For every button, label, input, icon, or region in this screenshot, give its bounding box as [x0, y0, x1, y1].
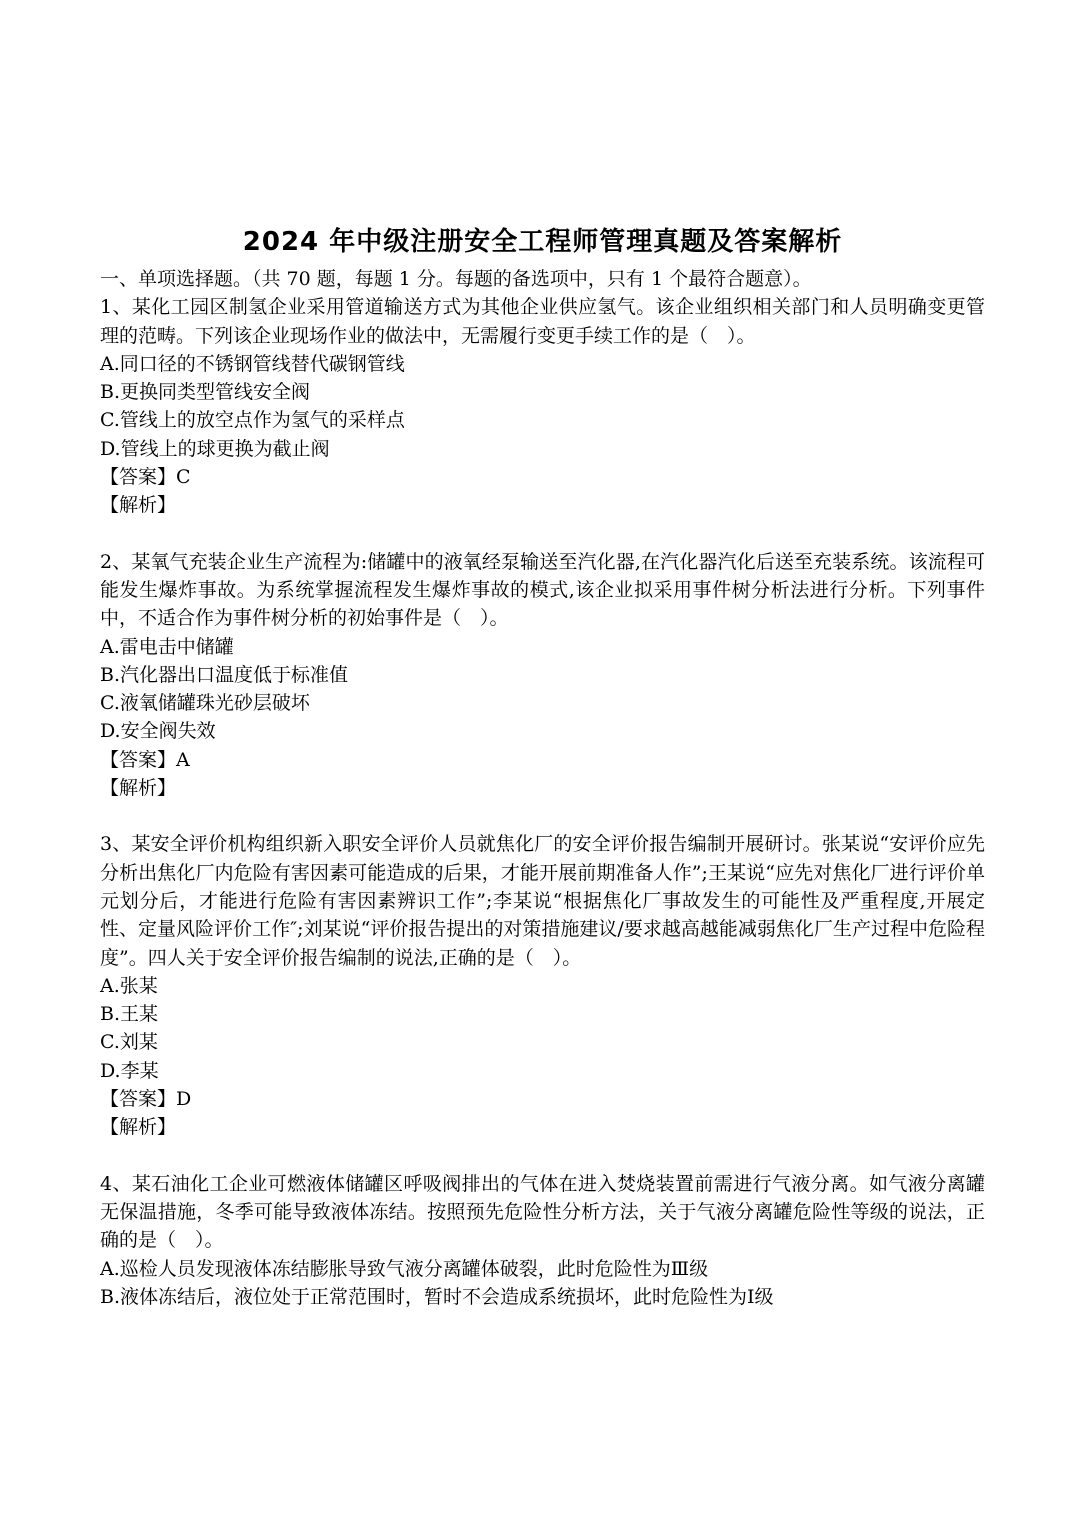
- document-title: 2024 年中级注册安全工程师管理真题及答案解析: [242, 227, 843, 257]
- analysis-label: 【解析】: [100, 494, 177, 517]
- analysis-label: 【解析】: [100, 777, 177, 800]
- question-2: [100, 548, 985, 803]
- analysis-label: 【解析】: [100, 1116, 177, 1139]
- option-d: D.管线上的球更换为截止阀: [100, 437, 330, 460]
- option-b: B.液体冻结后，液位处于正常范围时，暂时不会造成系统损坏，此时危险性为Ⅰ级: [100, 1285, 774, 1308]
- option-d: D.安全阀失效: [100, 720, 216, 743]
- option-a: A.雷电击中储罐: [100, 635, 234, 658]
- question-stem: 2、某氧气充装企业生产流程为:储罐中的液氧经泵输送至汽化器,在汽化器汽化后送至充装系统。该流程可能发生爆炸事故。为系统掌握流程发生爆炸事故的模式,该企业拟采用事件树分析法进行分析。下列事件中，不适合作为事件树分析的初始事件是（ ）。: [100, 550, 985, 630]
- option-c: C.刘某: [100, 1031, 158, 1054]
- option-d: D.李某: [100, 1059, 159, 1082]
- option-b: B.王某: [100, 1003, 159, 1026]
- question-stem: 3、某安全评价机构组织新入职安全评价人员就焦化厂的安全评价报告编制开展研讨。张某说“安评价应先分析出焦化厂内危险有害因素可能造成的后果，才能开展前期准备人作”;王某说“应先对焦化厂进行评价单元划分后，才能进行危险有害因素辨识工作”;李某说“根据焦化厂事故发生的可能性及严重程度,开展定性、定量风险评价工作″;刘某说“评价报告提出的对策措施建议/要求越高越能减弱焦化厂生产过程中危险程度”。四人关于安全评价报告编制的说法,正确的是（ ）。: [100, 833, 985, 969]
- option-a: A.同口径的不锈钢管线替代碳钢管线: [100, 352, 405, 375]
- question-4: [100, 1170, 985, 1311]
- answer-label: 【答案】D: [100, 1088, 192, 1111]
- option-b: B.更换同类型管线安全阀: [100, 381, 311, 404]
- option-c: C.液氧储罐珠光砂层破坏: [100, 692, 310, 715]
- option-a: A.张某: [100, 974, 158, 997]
- answer-label: 【答案】A: [100, 748, 190, 771]
- option-c: C.管线上的放空点作为氢气的采样点: [100, 409, 405, 432]
- option-a: A.巡检人员发现液体冻结膨胀导致气液分离罐体破裂，此时危险性为Ⅲ级: [100, 1257, 709, 1280]
- answer-label: 【答案】C: [100, 466, 191, 489]
- question-stem: 1、某化工园区制氢企业采用管道输送方式为其他企业供应氢气。该企业组织相关部门和人员明确变更管理的范畴。下列该企业现场作业的做法中，无需履行变更手续工作的是（ ）。: [100, 296, 985, 347]
- question-3: [100, 830, 985, 1141]
- option-b: B.汽化器出口温度低于标准值: [100, 663, 349, 686]
- question-stem: 4、某石油化工企业可燃液体储罐区呼吸阀排出的气体在进入焚烧装置前需进行气液分离。如气液分离罐无保温措施，冬季可能导致液体冻结。按照预先危险性分析方法，关于气液分离罐危险性等级的说法，正确的是（ ）。: [100, 1172, 985, 1252]
- question-1: [100, 293, 985, 519]
- document-body: [100, 225, 985, 1311]
- section-heading: 一、单项选择题。（共 70 题，每题 1 分。每题的备选项中，只有 1 个最符合题意）。: [100, 268, 812, 290]
